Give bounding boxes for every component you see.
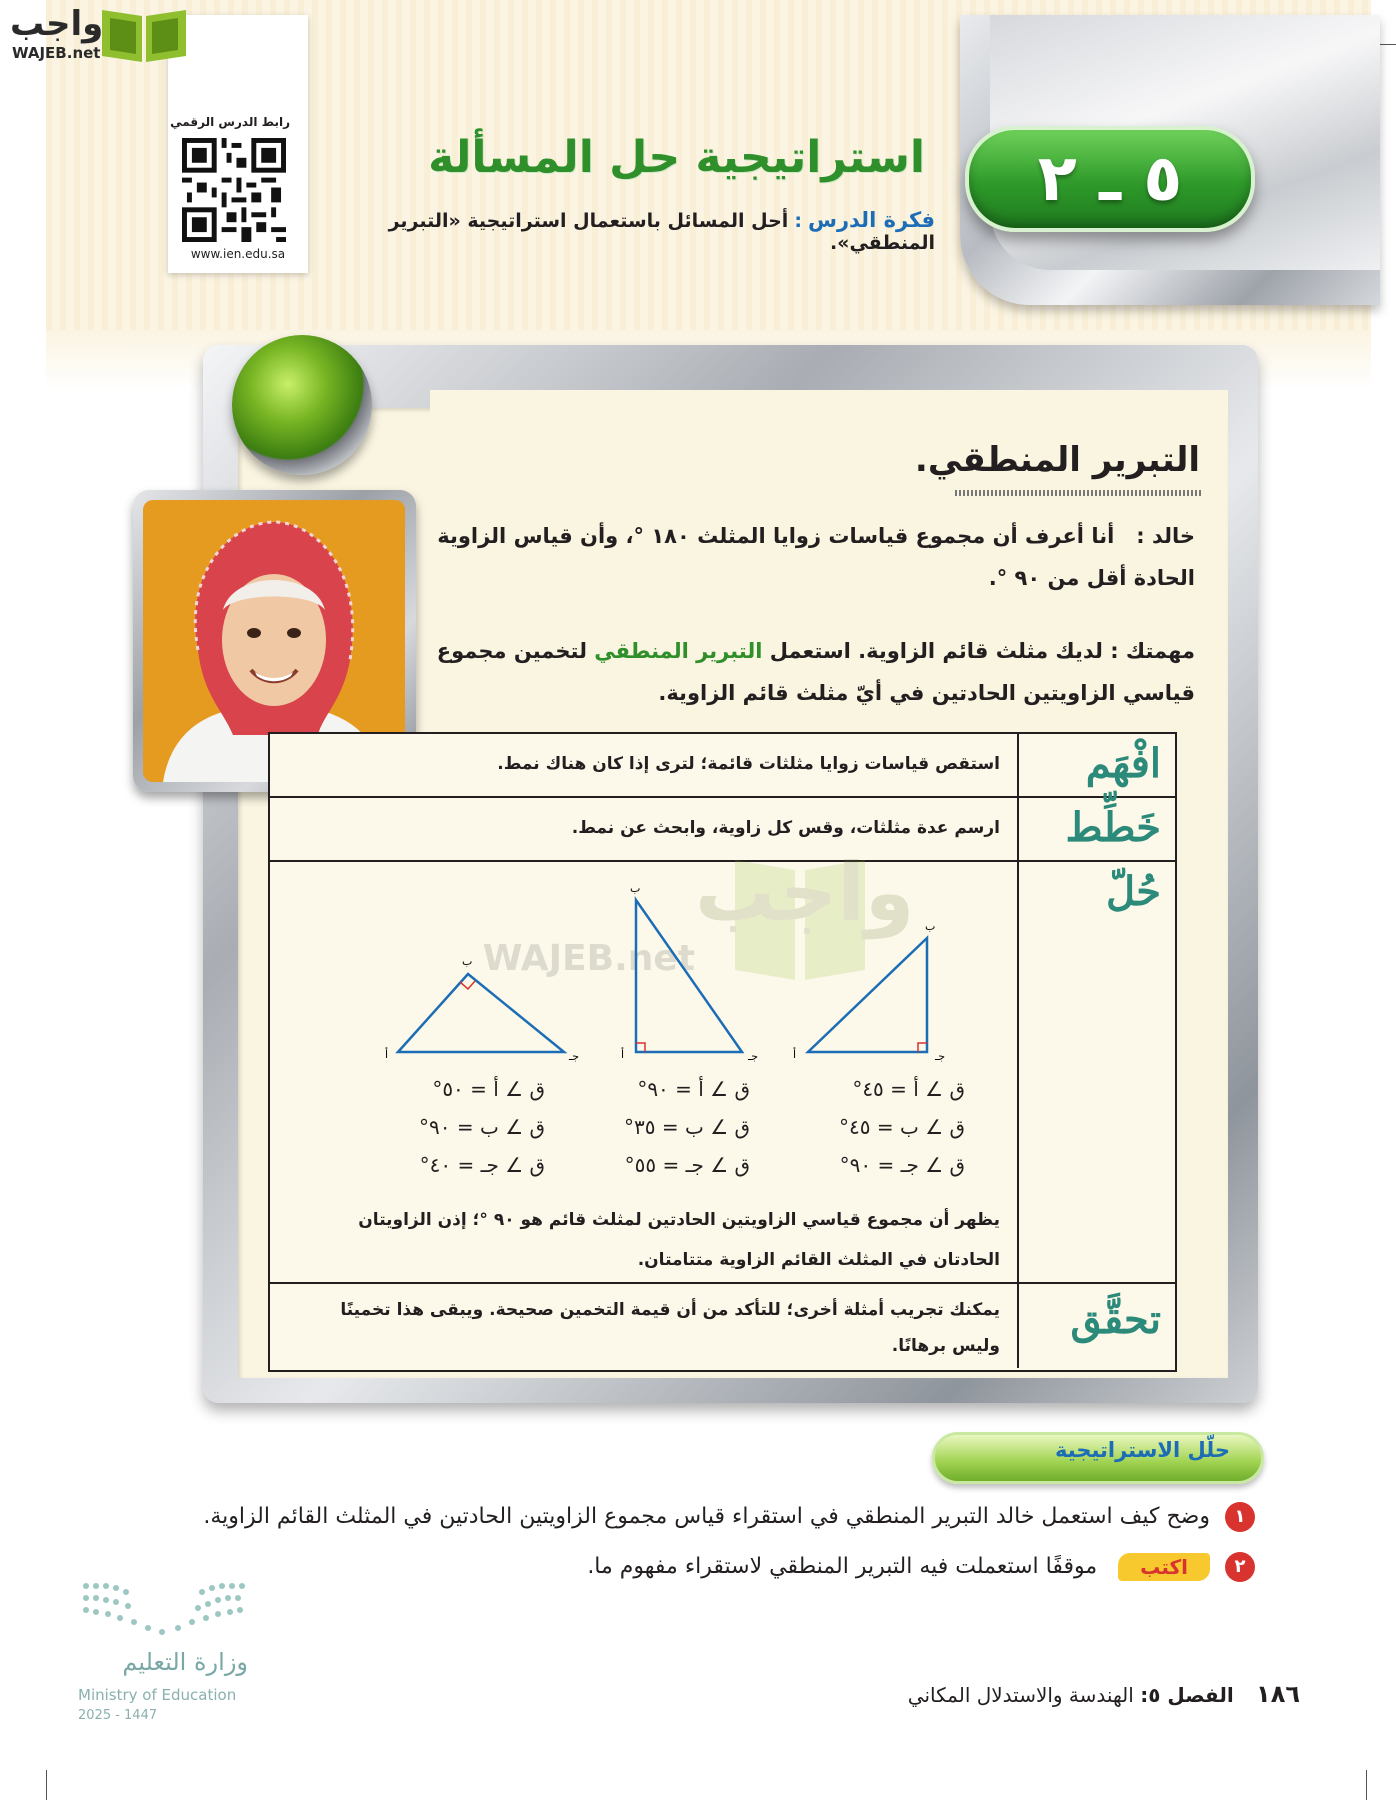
vertex-b-label: ب: [462, 955, 473, 968]
ministry-year: 2025 - 1447: [78, 1708, 158, 1723]
khaled-dialogue: [420, 515, 1195, 599]
panel-background-top: [430, 390, 1228, 420]
step-conclusion-solve: يظهر أن مجموع قياسي الزاويتين الحادتين لمثلث قائم هو ٩٠ °؛ إذن الزاويتان الحادتان في المثلث القائم الزاوية متتامتان.: [358, 1210, 1000, 1270]
triangle-diagrams: [380, 860, 960, 1070]
lesson-number-badge: [965, 126, 1255, 232]
ministry-name-arabic: وزارة التعليم: [122, 1648, 248, 1676]
angle-value: ق ∠ ب = ٣٥°: [624, 1115, 750, 1139]
crop-mark: [46, 1770, 47, 1800]
angle-value: ق ∠ ب = ٤٥°: [839, 1115, 965, 1139]
qr-url[interactable]: www.ien.edu.sa: [190, 247, 286, 261]
task-label: مهمتك: [1125, 639, 1195, 663]
lesson-idea-label: فكرة الدرس: [807, 208, 935, 232]
crop-mark: [1366, 1770, 1367, 1800]
book-logo-icon: [98, 2, 190, 64]
vertex-b-label: ب: [925, 920, 936, 933]
lesson-title: استراتيجية حل المسألة: [428, 132, 925, 183]
step-label-solve: حُلّ: [1105, 868, 1161, 915]
angle-set-1: [820, 1070, 965, 1184]
section-title-underline: [955, 490, 1202, 496]
angle-set-2: [605, 1070, 750, 1184]
question-text: موقفًا استعملت فيه التبرير المنطقي لاستقراء مفهوم ما.: [587, 1554, 1098, 1579]
angle-value: ق ∠ جـ = ٤٠°: [419, 1153, 545, 1177]
ministry-logo-icon: [78, 1578, 248, 1638]
step-label-cell: [1017, 798, 1175, 860]
section-title: التبرير المنطقي.: [914, 440, 1200, 480]
task-text-after: لتخمين مجموع قياسي الزاويتين الحادتين في أيّ مثلث قائم الزاوية.: [436, 639, 1195, 705]
vertex-c-label: جـ: [748, 1050, 759, 1063]
triangle-right-isosceles: [793, 920, 945, 1063]
angle-value: ق ∠ جـ = ٥٥°: [624, 1153, 750, 1177]
angle-value: ق ∠ جـ = ٩٠°: [839, 1153, 965, 1177]
question-1: [190, 1502, 1255, 1532]
write-badge: اكتب: [1118, 1553, 1210, 1581]
task-colon: :: [1110, 639, 1119, 663]
question-text: وضح كيف استعمل خالد التبرير المنطقي في استقراء قياس مجموع الزاويتين الحادتين في المثلث القائم الزاوية.: [203, 1504, 1210, 1529]
chapter-title: الهندسة والاستدلال المكاني: [907, 1683, 1134, 1707]
qr-code-icon[interactable]: [182, 138, 286, 242]
question-number: ٢: [1225, 1552, 1255, 1582]
task-highlight: التبرير المنطقي: [594, 639, 763, 663]
khaled-name: خالد: [1151, 524, 1195, 548]
question-2: [190, 1552, 1255, 1582]
step-label-cell: [1017, 734, 1175, 796]
step-text-plan: ارسم عدة مثلثات، وقس كل زاوية، وابحث عن نمط.: [571, 818, 1000, 838]
step-label-cell: [1017, 862, 1175, 1282]
step-text-understand: استقص قياسات زوايا مثلثات قائمة؛ لترى إذا كان هناك نمط.: [497, 754, 1000, 774]
khaled-text: أنا أعرف أن مجموع قياسات زوايا المثلث ١٨٠ °، وأن قياس الزاوية الحادة أقل من ٩٠ °.: [437, 524, 1195, 590]
chapter-label: الفصل ٥:: [1140, 1683, 1234, 1707]
step-row-understand: [270, 734, 1175, 798]
watermark-domain: WAJEB.net: [482, 938, 695, 979]
lesson-idea: [320, 208, 935, 254]
vertex-c-label: جـ: [569, 1050, 580, 1063]
step-label-understand: افْهَم: [1085, 740, 1161, 787]
angle-value: ق ∠ أ = ٥٠°: [432, 1077, 545, 1101]
task-text-before: لديك مثلث قائم الزاوية. استعمل: [769, 639, 1103, 663]
angle-set-3: [400, 1070, 545, 1184]
strategy-label: حلّل الاستراتيجية: [1055, 1438, 1230, 1462]
lesson-idea-colon: :: [794, 210, 802, 232]
step-label-check: تحقَّق: [1070, 1296, 1161, 1343]
triangle-tall: [621, 882, 758, 1063]
step-text-check: يمكنك تجريب أمثلة أخرى؛ للتأكد من أن قيمة التخمين صحيحة. ويبقى هذا تخمينًا وليس برهانًا.: [340, 1300, 1000, 1356]
step-row-check: [270, 1284, 1175, 1368]
vertex-b-label: ب: [630, 882, 641, 895]
question-number: ١: [1225, 1502, 1255, 1532]
lesson-number: ٥ ـ ٢: [1037, 142, 1183, 216]
qr-label: رابط الدرس الرقمي: [170, 115, 290, 129]
vertex-c-label: جـ: [935, 1050, 946, 1063]
khaled-colon: :: [1136, 524, 1145, 548]
angle-value: ق ∠ أ = ٩٠°: [637, 1077, 750, 1101]
page-footer: [880, 1680, 1300, 1708]
lesson-idea-text: أحل المسائل باستعمال استراتيجية «التبرير المنطقي».: [388, 210, 935, 254]
angle-value: ق ∠ أ = ٤٥°: [852, 1077, 965, 1101]
triangle-wide: [385, 955, 579, 1063]
vertex-a-label: أ: [621, 1048, 625, 1061]
vertex-a-label: أ: [793, 1048, 797, 1061]
angle-value: ق ∠ ب = ٩٠°: [419, 1115, 545, 1139]
logo-word: واجب: [10, 4, 104, 44]
ministry-name-english: Ministry of Education: [78, 1686, 237, 1704]
green-knob-icon: [232, 335, 372, 475]
step-label-cell: [1017, 1284, 1175, 1368]
page-number: ١٨٦: [1256, 1680, 1300, 1708]
task-dialogue: [420, 630, 1195, 714]
logo-domain: WAJEB.net: [12, 44, 101, 62]
vertex-a-label: أ: [385, 1048, 389, 1061]
step-label-plan: خَطِّط: [1065, 804, 1161, 851]
watermark-word: واجب: [695, 846, 915, 939]
